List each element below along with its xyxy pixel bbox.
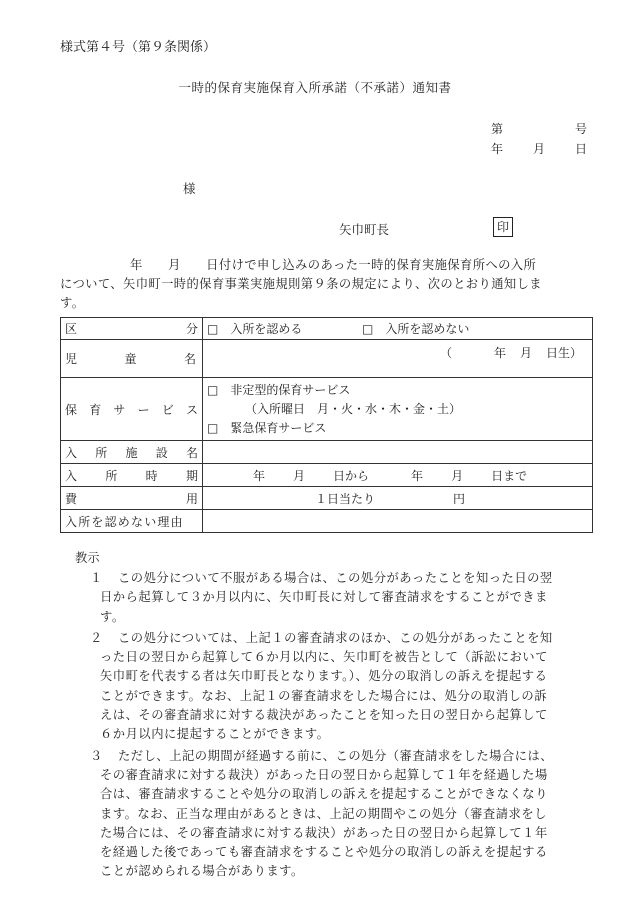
row-service <box>61 378 593 441</box>
deny-checkbox-label[interactable]: □ 入所を認めない <box>362 322 470 336</box>
approve-checkbox-label[interactable]: □ 入所を認める <box>207 322 303 336</box>
notice-item: ３ ただし、上記の期間が経過する前に、この処分（審査請求をした場合には、 その審査請求に対する裁決）があった日の翌日から起算して１年を経過した場 合は、審査請求することや処分の取消しの訴えを提起することができなくなり ます。なお、正当な理由があるときは、上記の期間やこの処分（審査請求をし た場合には、その審査請求に対する裁決）があった日の翌日から起算して１年 を経過した後であっても審査請求をすることや処分の取消しの訴えを提起する ことが認められる場合があります。 <box>90 748 554 879</box>
row-denial-reason <box>61 510 593 533</box>
issue-day: 日 <box>574 142 587 156</box>
period-value[interactable]: 年 月 日から 年 月 日まで <box>203 464 593 487</box>
doc-no-suffix: 号 <box>574 122 587 136</box>
intro-paragraph <box>60 256 590 313</box>
service-emergency-option[interactable]: □ 緊急保育サービス <box>207 420 327 435</box>
denial-reason-value[interactable] <box>203 510 593 533</box>
intro-line-3: す。 <box>60 296 85 310</box>
row-fee <box>61 487 593 510</box>
seal-mark: 印 <box>493 217 513 237</box>
row-facility <box>61 441 593 464</box>
service-irregular-option[interactable]: □ 非定型的保育サービス <box>207 382 351 397</box>
issue-date <box>491 139 587 159</box>
facility-label: 入 所 施 設 名 <box>61 441 203 464</box>
row-period <box>61 464 593 487</box>
issue-month: 月 <box>532 142 545 156</box>
issue-year: 年 <box>491 142 504 156</box>
row-child-name <box>61 340 593 378</box>
child-name-label: 児 童 名 <box>61 340 203 378</box>
issuer-name: 矢巾町長 <box>339 222 390 237</box>
fee-yen: 円 <box>453 491 466 506</box>
category-value <box>203 318 593 340</box>
addressee-suffix: 様 <box>183 181 196 196</box>
service-value <box>203 378 593 441</box>
facility-value[interactable] <box>203 441 593 464</box>
fee-per-day: １日当たり <box>315 491 376 506</box>
denial-reason-label: 入所を認めない理由 <box>61 510 203 533</box>
notice-item: １ この処分について不服がある場合は、この処分があったことを知った日の翌 日から起算して３か月以内に、矢巾町長に対して審査請求をすることができま す。 <box>90 571 553 624</box>
child-birthdate: （ 年 月 日生） <box>439 346 582 360</box>
document-number <box>491 119 587 139</box>
notice-list <box>76 569 596 884</box>
document-title: 一時的保育実施保育入所承諾（不承諾）通知書 <box>178 80 452 95</box>
notice-heading: 教示 <box>75 551 100 565</box>
row-category <box>61 318 593 340</box>
category-label: 区 分 <box>61 318 203 340</box>
period-label: 入 所 時 期 <box>61 464 203 487</box>
intro-line-2: について、矢巾町一時的保育事業実施規則第９条の規定により、次のとおり通知しま <box>60 277 542 291</box>
doc-no-prefix: 第 <box>491 122 504 136</box>
intro-line-1: 年 月 日付けで申し込みのあった一時的保育実施保育所への入所 <box>130 258 537 272</box>
service-label: 保 育 サ ー ビ ス <box>61 378 203 441</box>
fee-label: 費 用 <box>61 487 203 510</box>
service-days: （入所曜日 月・火・水・木・金・土） <box>245 401 462 416</box>
decision-table <box>60 317 593 533</box>
document-number-date <box>491 119 587 159</box>
form-number: 様式第４号（第９条関係） <box>60 40 217 55</box>
notice-item: ２ この処分については、上記１の審査請求のほか、この処分があったことを知 った日の翌日から起算して６か月以内に、矢巾町を被告として（訴訟において 矢巾町を代表する者は矢巾町長となります。）、処分の取消しの訴えを提起する ことができます。なお、上記１の審査請求をした場合には、処分の取消しの訴 えは、その審査請求に対する裁決があったことを知った日の翌日から起算して ６か月以内に提起することができます。 <box>90 630 553 742</box>
child-name-value[interactable] <box>203 340 593 378</box>
fee-value[interactable] <box>203 487 593 510</box>
